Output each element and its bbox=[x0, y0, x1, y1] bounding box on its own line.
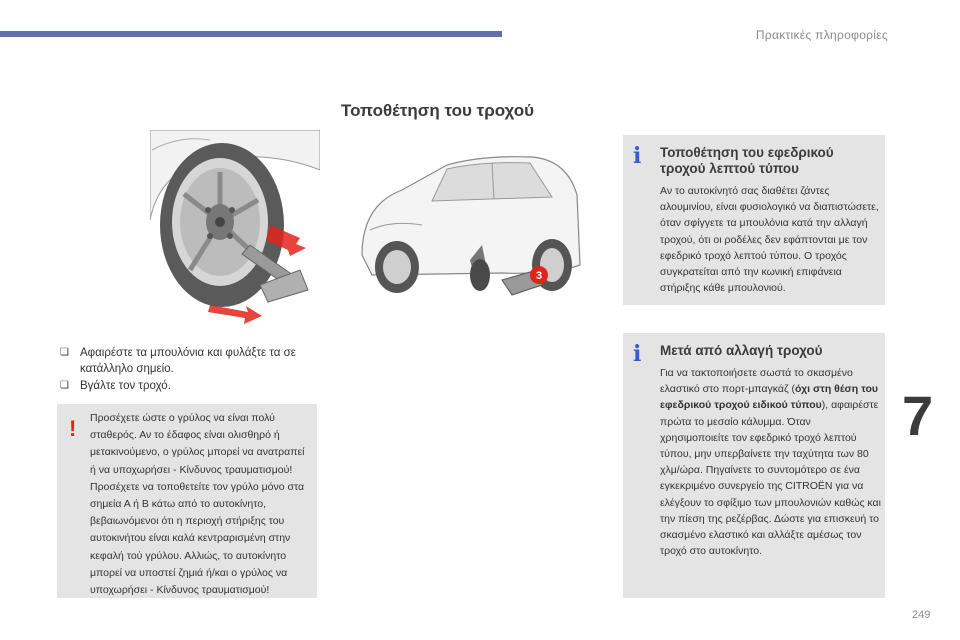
info-body-text: Για να τακτοποιήσετε σωστά το σκασμένο ελαστικό στο πορτ-μπαγκάζ ( bbox=[660, 367, 853, 396]
wheel-removal-illustration bbox=[150, 130, 320, 330]
info-title: Τοποθέτηση του εφεδρικού τροχού λεπτού τύπου bbox=[660, 145, 834, 176]
checkbox-icon: ❏ bbox=[60, 347, 69, 358]
info-body: Αν το αυτοκίνητό σας διαθέτει ζάντες αλουμινίου, είναι φυσιολογικό να διαπιστώσετε, όταν σφίγγετε τα μπουλόνια κατά την αλλαγή τροχού, ότι οι ροδέλες δεν εφάπτονται με τον εφεδρικό τροχό λεπτού τύπου. Ο τροχός συγκρατείται από την κωνική επιφάνεια στήριξης κάθε μπουλονιού. bbox=[660, 185, 879, 295]
accent-bar bbox=[0, 31, 502, 37]
info-box-after-change bbox=[623, 333, 885, 598]
step-badge-label: 3 bbox=[535, 270, 543, 282]
wheel-illustration-svg bbox=[150, 130, 320, 330]
arrow-icon bbox=[208, 305, 262, 324]
car-illustration-svg bbox=[352, 135, 586, 325]
checkbox-icon: ❏ bbox=[60, 380, 69, 391]
info-title: Μετά από αλλαγή τροχού bbox=[660, 343, 823, 358]
step-list bbox=[60, 345, 322, 395]
chapter-number: 7 bbox=[902, 384, 934, 447]
page-number: 249 bbox=[912, 609, 931, 621]
info-box-spare-wheel bbox=[623, 135, 885, 305]
info-body bbox=[660, 365, 882, 559]
car-jack-illustration bbox=[352, 135, 586, 325]
info-body-text: ), αφαιρέστε πρώτα το μεσαίο κάλυμμα. Όταν χρησιμοποιείτε τον εφεδρικό τροχό λεπτού τύπου, μην υπερβαίνετε την ταχύτητα των 80 χλμ/ώρα. Πηγαίνετε το συντομότερο σε ένα εγκεκριμένο συνεργείο της CITROËN για να ελέγξουν το σφίξιμο των μπουλονιών καθώς και την πίεση της ρεζέρβας. Δώστε για επισκευή το σκασμένο ελαστικό και αλλάξτε αμέσως τον τροχό στο αυτοκίνητο. bbox=[660, 399, 881, 558]
step-text: Αφαιρέστε τα μπουλόνια και φυλάξτε τα σε κατάλληλο σημείο. bbox=[80, 347, 296, 375]
info-body-bold: όχι στη θέση του εφεδρικού τροχού ειδικού τύπου bbox=[660, 383, 878, 412]
warning-text: Προσέχετε ώστε ο γρύλος να είναι πολύ σταθερός. Αν το έδαφος είναι ολισθηρό ή μετακινούμενο, ο γρύλος μπορεί να ανατραπεί ή να υποχωρήσει - Κίνδυνος τραυματισμού! Προσέχετε να τοποθετείτε τον γρύλο μόνο στα σημεία Α ή Β κάτω από το αυτοκίνητο, βεβαιωνόμενοι ότι η περιοχή στήριξης του αυτοκινήτου είναι καλά κεντραρισμένη στην κεφαλή τού γρύλου. Αλλιώς, το αυτοκίνητο μπορεί να υποστεί ζημιά ή/και ο γρύλος να υποχωρήσει - Κίνδυνος τραυματισμού! bbox=[90, 412, 305, 597]
page-title: Τοποθέτηση του τροχού bbox=[341, 101, 534, 120]
section-title: Πρακτικές πληροφορίες bbox=[755, 28, 888, 42]
step-text: Βγάλτε τον τροχό. bbox=[80, 380, 171, 392]
info-icon: i bbox=[633, 341, 642, 367]
list-item bbox=[60, 378, 322, 394]
warning-box bbox=[57, 404, 317, 598]
list-item bbox=[60, 345, 322, 377]
info-icon: i bbox=[633, 143, 642, 169]
warning-icon: ! bbox=[69, 416, 77, 441]
